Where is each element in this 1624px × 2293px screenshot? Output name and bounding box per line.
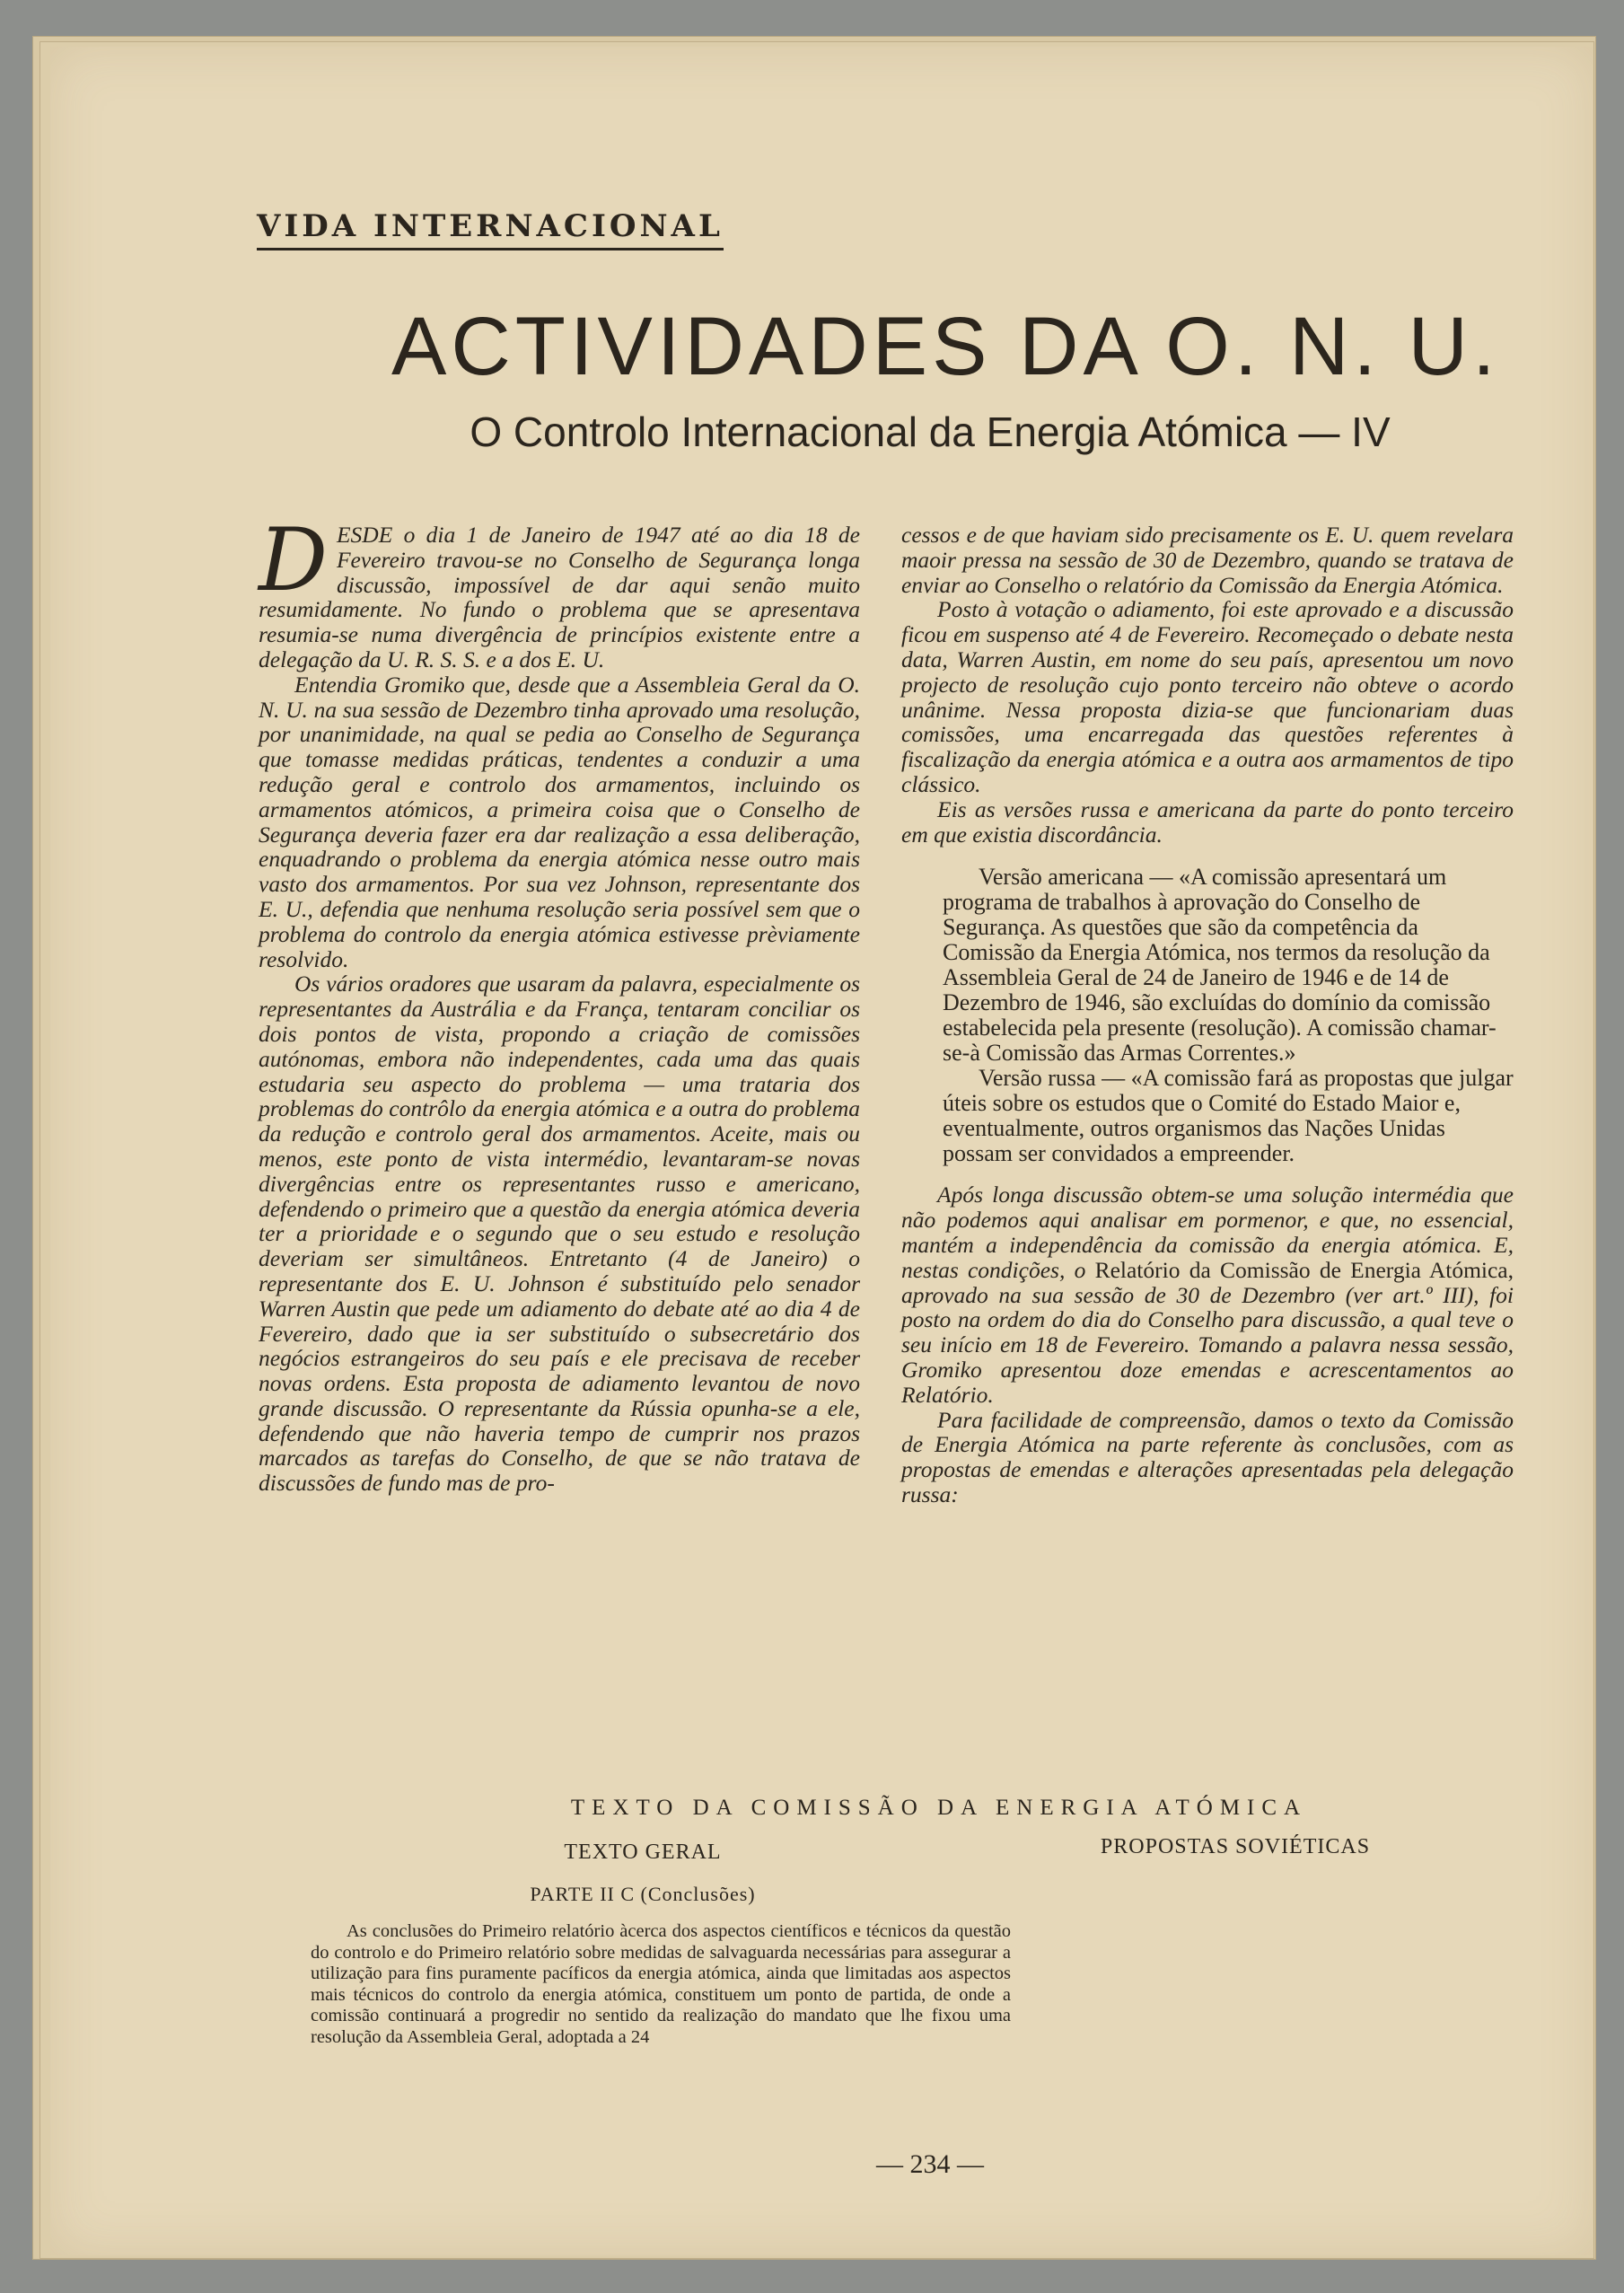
right-paragraph-4-a: Após longa discussão obtem-se uma solução intermédia que não podemos aqui analisar em pormenor, e que, no essencial, mantém a independência da comissão da energia atómica. E, nestas condições, o — [901, 1182, 1514, 1283]
page-title: ACTIVIDADES DA O. N. U. — [391, 301, 1500, 392]
right-paragraph-4-c: aprovado na sua sessão de 30 de Dezembro (ver art.º III), foi posto na ordem do dia do Conselho para discussão, a qual teve o seu início em 18 de Fevereiro. Tomando a palavra nessa sessão, Gromiko apresentou doze emendas e acrescentamentos ao Relatório. — [901, 1281, 1514, 1408]
conclusions-paragraph: As conclusões do Primeiro relatório àcerca dos aspectos científicos e técnicos da questão do controlo e do Primeiro relatório sobre medidas de salvaguarda necessárias para assegurar a utilização para fins puramente pacíficos da energia atómica, ainda que limitadas aos aspectos mais técnicos do controlo da energia atómica, constituem um ponto de partida, de onde a comissão continuará a progredir no sentido da realização do mandato que lhe fixou uma resolução da Assembleia Geral, adoptada a 24 — [311, 1921, 1011, 2047]
left-paragraph-1-text: ESDE o dia 1 de Janeiro de 1947 até ao dia 18 de Fevereiro travou-se no Conselho de Segurança longa discussão, impossível de dar aqui senão muito resumidamente. No fundo o problema que se apresentava resumia-se numa divergência de princípios existente entre a delegação da U. R. S. S. e a dos E. U. — [259, 522, 860, 672]
table-heading: TEXTO DA COMISSÃO DA ENERGIA ATÓMICA — [570, 1796, 1308, 1820]
right-column — [901, 523, 1514, 1507]
right-paragraph-3: Eis as versões russa e americana da parte do ponto terceiro em que existia discordância. — [901, 795, 1514, 848]
left-column — [259, 510, 860, 1497]
version-russian: Versão russa — «A comissão fará as propostas que julgar úteis sobre os estudos que o Comité do Estado Maior e, eventualmente, outros organismos das Nações Unidas possam ser convidados a empreender. — [943, 1065, 1514, 1167]
report-title-upright: Relatório da Comissão de Energia Atómica, — [1094, 1256, 1514, 1283]
page-number: — 234 — — [876, 2149, 984, 2179]
drop-cap: D — [259, 510, 328, 611]
right-paragraph-4 — [901, 1182, 1514, 1407]
left-paragraph-3: Os vários oradores que usaram da palavra, especialmente os representantes da Austrália e da França, tentaram conciliar os dois pontos de vista, propondo a criação de comissões autónomas, embora não independentes, cada uma das quais estudaria seu aspecto do problema — uma trataria dos problemas do contrôlo da energia atómica e a outra do problema da redução e controlo geral dos armamentos. Aceite, mais ou menos, este ponto de vista intermédio, levantaram-se novas divergências entre os representantes russo e americano, defendendo o primeiro que a questão da energia atómica deveria ter a prioridade e o segundo que o seu estudo e resolução deveriam ser simultâneos. Entretanto (4 de Janeiro) o representante dos E. U. Johnson é substituído pelo senador Warren Austin que pede um adiamento do debate até ao dia 4 de Fevereiro, dado que ia ser substituído o subsecretário dos negócios estrangeiros do seu país e ele precisava de receber novas ordens. Esta proposta de adiamento levantou de novo grande discussão. O representante da Rússia opunha-se a ele, defendendo que não haveria tempo de cumprir nos prazos marcados as tarefas do Conselho, de que se não tratava de discussões de fundo mas de pro- — [259, 971, 860, 1497]
document-page — [50, 47, 1593, 2255]
left-paragraph-1 — [259, 510, 860, 672]
left-paragraph-2: Entendia Gromiko que, desde que a Assembleia Geral da O. N. U. na sua sessão de Dezembro tinha aprovado uma resolução, por unanimidade, na qual se pedia ao Conselho de Segurança que tomasse medidas práticas, tendentes a conduzir a uma redução geral e controlo dos armamentos, incluindo os armamentos atómicos, a primeira coisa que o Conselho de Segurança deveria fazer era dar realização a essa deliberação, enquadrando o problema da energia atómica nesse outro mais vasto dos armamentos. Por sua vez Johnson, representante dos E. U., defendia que nenhuma resolução seria possível sem que o problema do controlo da energia atómica estivesse prèviamente resolvido. — [259, 671, 860, 972]
versions-block — [901, 865, 1514, 1166]
version-american: Versão americana — «A comissão apresentará um programa de trabalhos à aprovação do Conselho de Segurança. As questões que são da competência da Comissão da Energia Atómica, nos termos da resolução da Assembleia Geral de 24 de Janeiro de 1946 e de 14 de Dezembro de 1946, são excluídas do domínio da comissão estabelecida pela presente (resolução). A comissão chamar-se-à Comissão das Armas Correntes.» — [943, 864, 1497, 1067]
conclusions-text — [311, 1921, 1011, 2048]
part-label: PARTE II C (Conclusões) — [530, 1883, 756, 1905]
table-header-right: PROPOSTAS SOVIÉTICAS — [1100, 1835, 1371, 1858]
table-header-left: TEXTO GERAL — [564, 1841, 722, 1864]
section-label: VIDA INTERNACIONAL — [257, 208, 724, 250]
right-paragraph-2: Posto à votação o adiamento, foi este aprovado e a discussão ficou em suspenso até 4 de Fevereiro. Recomeçado o debate nesta data, Warren Austin, em nome do seu país, apresentou um novo projecto de resolução cujo ponto terceiro não obteve o acordo unânime. Nessa proposta dizia-se que funcionariam duas comissões, uma encarregada das questões referentes à fiscalização da energia atómica e a outra aos armamentos de tipo clássico. — [901, 596, 1514, 797]
page-subtitle: O Controlo Internacional da Energia Atómica — IV — [470, 409, 1391, 455]
right-paragraph-1: cessos e de que haviam sido precisamente os E. U. quem revelara maoir pressa na sessão de 30 de Dezembro, quando se tratava de enviar ao Conselho o relatório da Comissão da Energia Atómica. — [901, 522, 1514, 598]
right-paragraph-5: Para facilidade de compreensão, damos o texto da Comissão de Energia Atómica na parte referente às conclusões, com as propostas de emendas e alterações apresentadas pela delegação russa: — [901, 1406, 1514, 1507]
